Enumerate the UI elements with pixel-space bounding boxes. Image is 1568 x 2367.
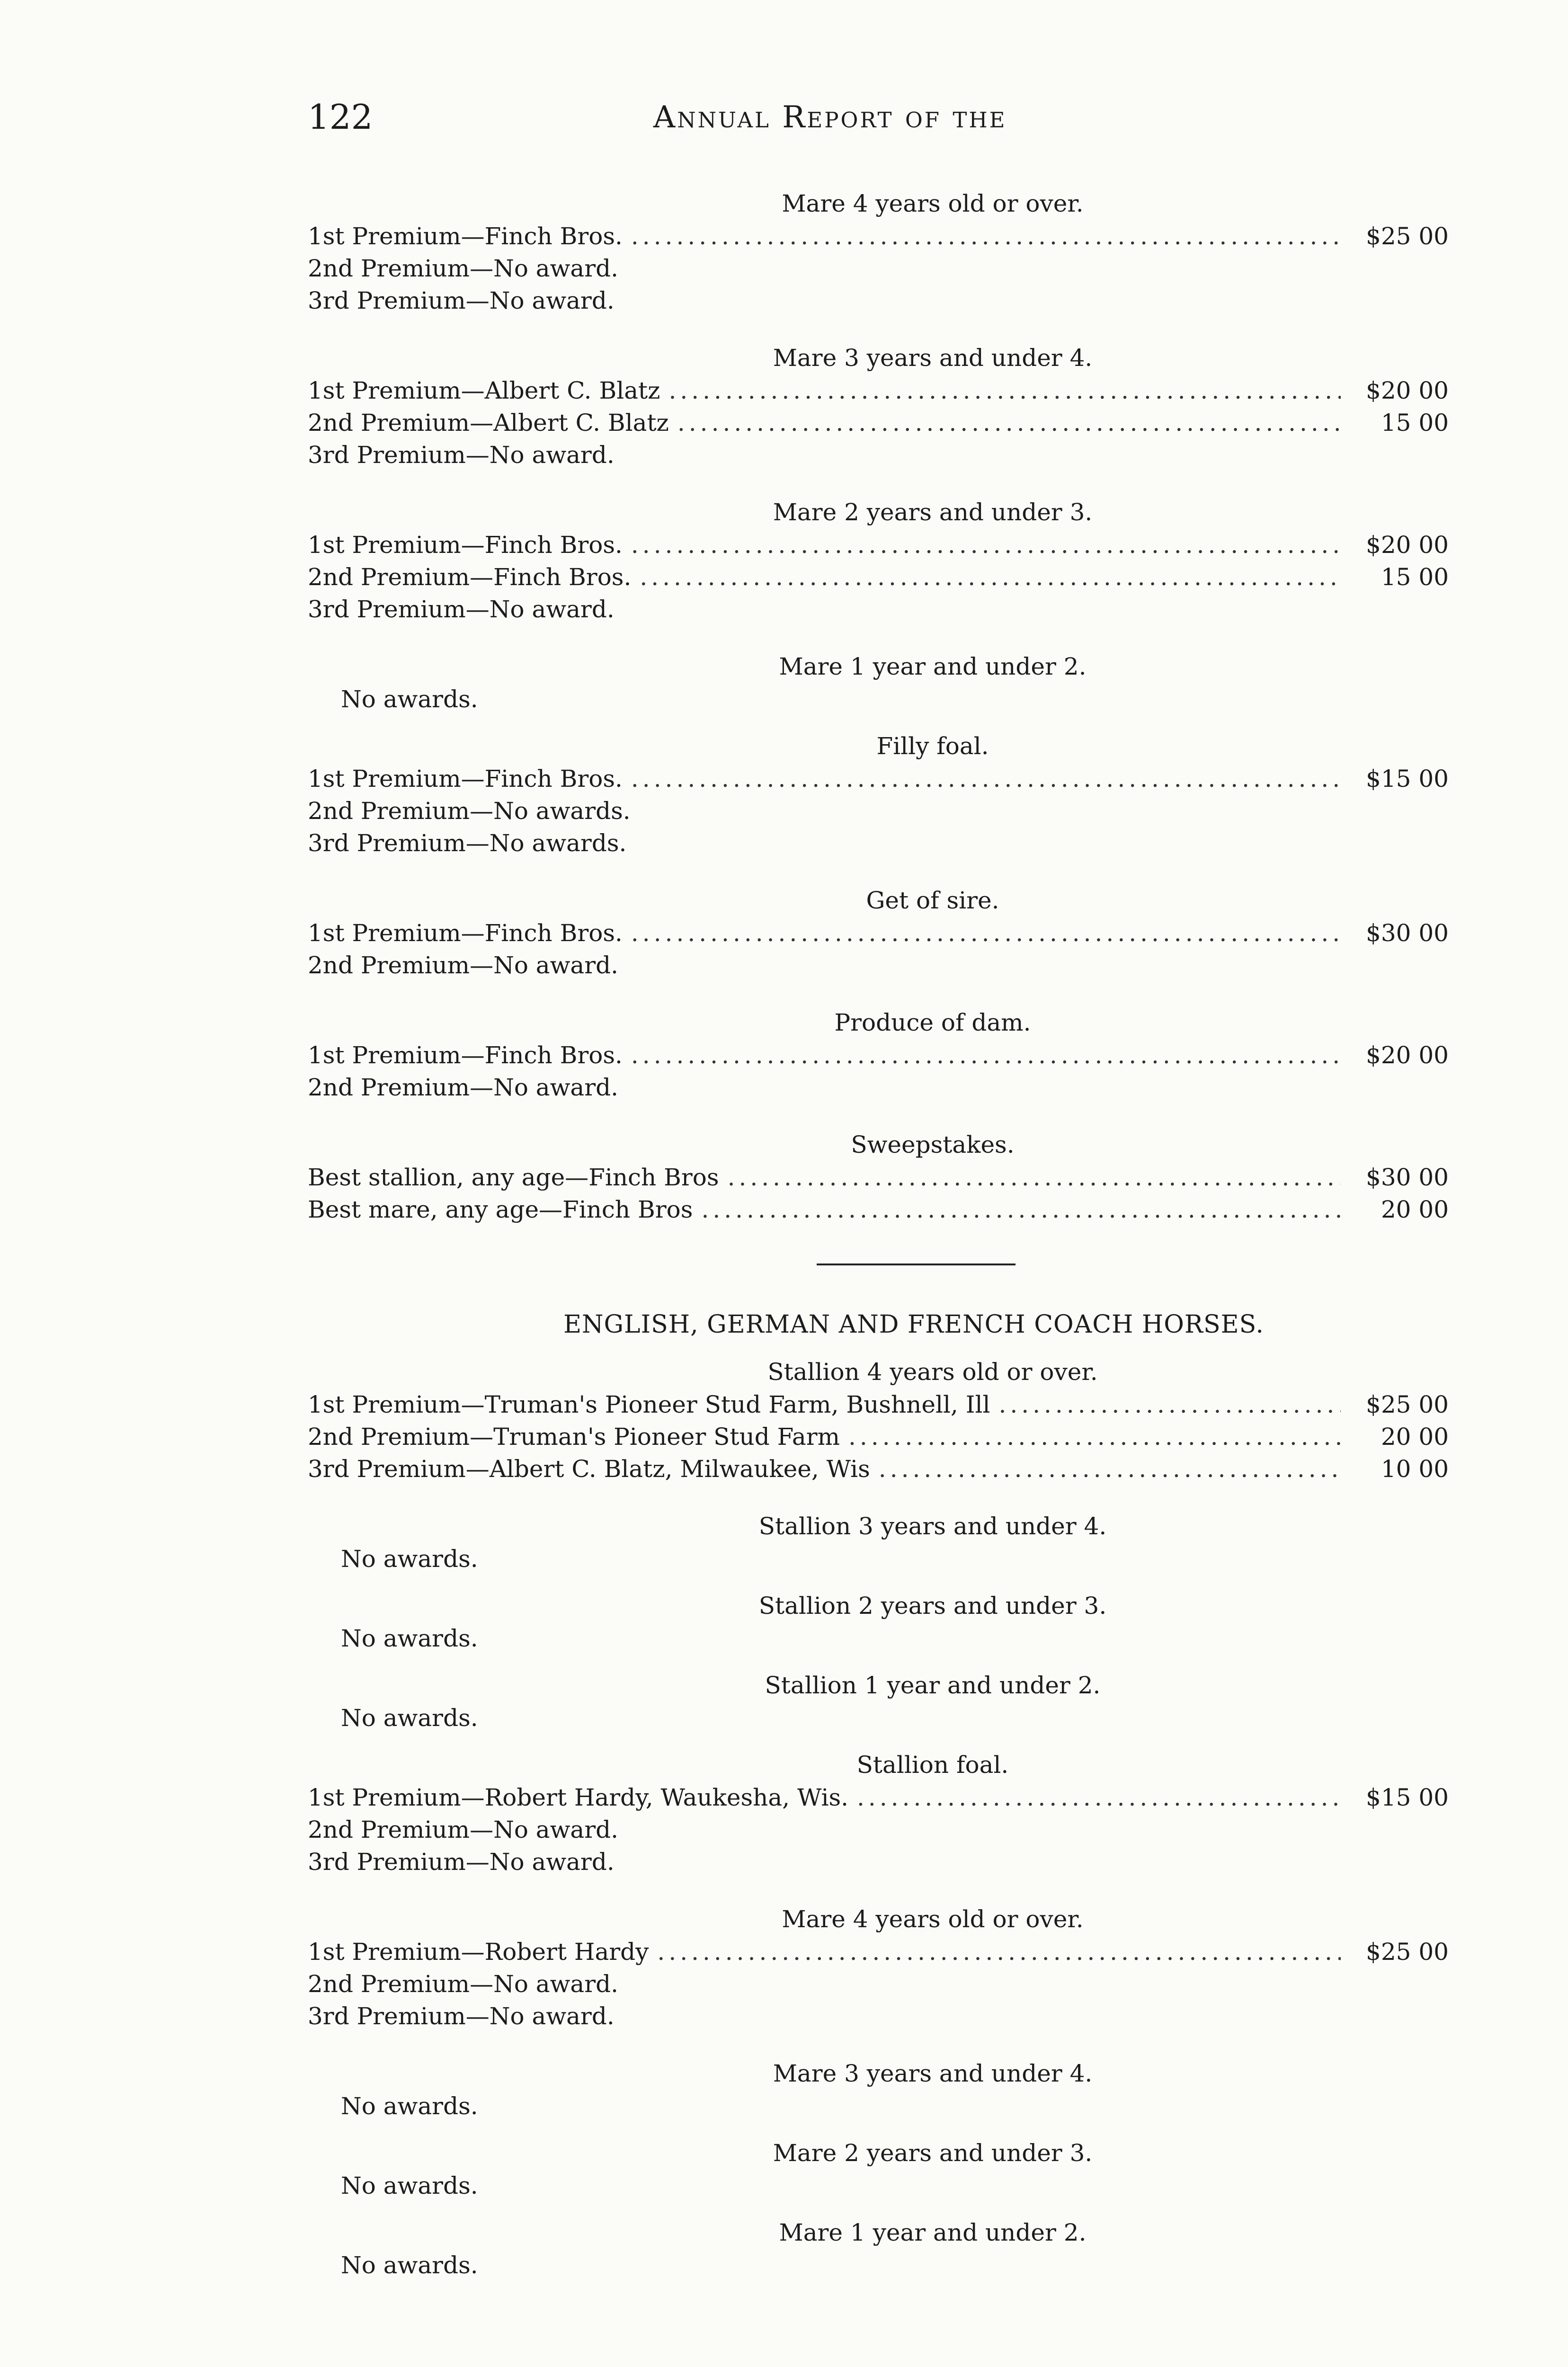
spacer (308, 1575, 1449, 1589)
premium-text: 1st Premium—Finch Bros. (308, 765, 623, 792)
premium-text: 3rd Premium—Albert C. Blatz, Milwaukee, Wis (308, 1455, 870, 1483)
premium-text: 3rd Premium—No award. (308, 441, 615, 469)
spacer (308, 1103, 1449, 1128)
section-title: ENGLISH, GERMAN AND FRENCH COACH HORSES. (563, 1310, 1264, 1339)
section-heading: Stallion 3 years and under 4. (758, 1513, 1107, 1540)
premium-amount: 20 00 (1381, 1423, 1449, 1450)
spacer (308, 1226, 1449, 1250)
section-heading: Mare 1 year and under 2. (779, 2219, 1087, 2246)
spacer (308, 1485, 1449, 1510)
spacer (308, 1878, 1449, 1903)
premium-text: 1st Premium—Finch Bros. (308, 919, 623, 947)
dot-leader (631, 220, 1341, 252)
page-header (308, 97, 1136, 149)
dot-leader (677, 407, 1341, 439)
no-awards-note: No awards. (341, 2172, 478, 2199)
premium-row (308, 220, 1449, 252)
section-heading: Stallion 4 years old or over. (767, 1358, 1098, 1386)
premium-row (308, 1814, 1449, 1846)
spacer (308, 1341, 1449, 1355)
premium-row (308, 285, 1449, 317)
section-heading: Produce of dam. (834, 1009, 1031, 1036)
award-section (308, 1128, 1449, 1250)
award-section (308, 1006, 1449, 1128)
section-heading: Stallion foal. (856, 1751, 1009, 1779)
award-section (308, 730, 1449, 884)
premium-row (308, 1846, 1449, 1878)
premium-row (308, 593, 1449, 625)
award-section (308, 1748, 1449, 1903)
dot-leader (631, 917, 1341, 949)
award-section (308, 187, 1449, 341)
dot-leader (631, 763, 1341, 795)
spacer (308, 981, 1449, 1006)
section-heading: Mare 4 years old or over. (782, 1905, 1084, 1933)
premium-amount: $30 00 (1366, 919, 1449, 947)
section-heading: Stallion 2 years and under 3. (758, 1592, 1107, 1620)
spacer (308, 2122, 1449, 2136)
page-number: 122 (308, 97, 373, 137)
dot-leader (631, 1039, 1341, 1071)
dot-leader (668, 374, 1341, 407)
premium-row (308, 407, 1449, 439)
dot-leader (640, 561, 1341, 593)
premium-text: Best stallion, any age—Finch Bros (308, 1164, 719, 1191)
section-heading: Get of sire. (866, 887, 999, 914)
premium-amount: $25 00 (1366, 1391, 1449, 1418)
premium-text: 2nd Premium—Albert C. Blatz (308, 409, 669, 436)
premium-row (308, 1161, 1449, 1193)
no-awards-note: No awards. (341, 2251, 478, 2279)
dot-leader (728, 1161, 1341, 1193)
no-awards-note: No awards. (341, 1545, 478, 1573)
section-heading: Stallion 1 year and under 2. (765, 1672, 1101, 1699)
premium-row (308, 1071, 1449, 1103)
spacer (308, 859, 1449, 884)
section-heading: Mare 3 years and under 4. (773, 2060, 1093, 2087)
section-divider (817, 1264, 1016, 1265)
section-heading: Mare 2 years and under 3. (773, 498, 1093, 526)
section-heading: Mare 2 years and under 3. (773, 2139, 1093, 2167)
premium-amount: 15 00 (1381, 409, 1449, 436)
spacer (308, 2032, 1449, 2057)
premium-text: 1st Premium—Truman's Pioneer Stud Farm, Bushnell, Ill (308, 1391, 990, 1418)
premium-text: 1st Premium—Finch Bros. (308, 531, 623, 559)
premium-text: 3rd Premium—No award. (308, 1848, 615, 1876)
award-section (308, 1589, 1449, 1669)
award-section (308, 1355, 1449, 1510)
premium-amount: $20 00 (1366, 377, 1449, 404)
award-section (308, 1669, 1449, 1748)
premium-row (308, 2000, 1449, 2032)
award-section (308, 2136, 1449, 2216)
dot-leader (657, 1936, 1341, 1968)
premium-row (308, 1388, 1449, 1421)
dot-leader (857, 1781, 1341, 1814)
premium-amount: 10 00 (1381, 1455, 1449, 1483)
premium-row (308, 949, 1449, 981)
premium-text: 2nd Premium—No award. (308, 1970, 619, 1998)
premium-row (308, 1453, 1449, 1485)
award-section (308, 1510, 1449, 1589)
spacer (308, 2202, 1449, 2216)
premium-text: 2nd Premium—No award. (308, 1816, 619, 1843)
section-heading: Mare 3 years and under 4. (773, 344, 1093, 372)
premium-row (308, 561, 1449, 593)
spacer (308, 1734, 1449, 1748)
premium-text: 3rd Premium—No award. (308, 287, 615, 314)
premium-amount: $15 00 (1366, 1784, 1449, 1811)
premium-row (308, 529, 1449, 561)
spacer (308, 2281, 1449, 2296)
premium-amount: $15 00 (1366, 765, 1449, 792)
premium-amount: $25 00 (1366, 1938, 1449, 1966)
no-awards-note: No awards. (341, 2092, 478, 2120)
premium-amount: $20 00 (1366, 531, 1449, 559)
dot-leader (701, 1193, 1341, 1226)
dot-leader (848, 1421, 1341, 1453)
premium-amount: $30 00 (1366, 1164, 1449, 1191)
running-head: Annual Report of the (653, 100, 1007, 135)
premium-row (308, 1968, 1449, 2000)
premium-text: 3rd Premium—No awards. (308, 829, 627, 857)
premium-text: 1st Premium—Robert Hardy, Waukesha, Wis. (308, 1784, 849, 1811)
premium-text: 1st Premium—Robert Hardy (308, 1938, 649, 1966)
section-heading: Mare 1 year and under 2. (779, 653, 1087, 680)
spacer (308, 317, 1449, 341)
spacer (308, 715, 1449, 730)
premium-text: 3rd Premium—No award. (308, 2002, 615, 2030)
premium-text: 2nd Premium—No awards. (308, 797, 631, 825)
premium-row (308, 1421, 1449, 1453)
premium-row (308, 763, 1449, 795)
dot-leader (998, 1388, 1341, 1421)
award-section (308, 1903, 1449, 2057)
dot-leader (879, 1453, 1341, 1485)
premium-text: 3rd Premium—No award. (308, 596, 615, 623)
section-heading: Sweepstakes. (851, 1131, 1015, 1158)
document-body (308, 187, 1449, 2296)
premium-row (308, 917, 1449, 949)
premium-row (308, 252, 1449, 285)
premium-row (308, 439, 1449, 471)
premium-amount: $20 00 (1366, 1041, 1449, 1069)
award-section (308, 341, 1449, 496)
award-section (308, 884, 1449, 1006)
premium-amount: $25 00 (1366, 222, 1449, 250)
award-section (308, 650, 1449, 730)
premium-text: Best mare, any age—Finch Bros (308, 1196, 693, 1223)
no-awards-note: No awards. (341, 1704, 478, 1732)
section-heading: Mare 4 years old or over. (782, 190, 1084, 217)
premium-row (308, 795, 1449, 827)
premium-text: 2nd Premium—No award. (308, 952, 619, 979)
premium-amount: 20 00 (1381, 1196, 1449, 1223)
premium-text: 2nd Premium—No award. (308, 255, 619, 282)
premium-row (308, 374, 1449, 407)
premium-row (308, 1936, 1449, 1968)
premium-text: 2nd Premium—Truman's Pioneer Stud Farm (308, 1423, 840, 1450)
premium-text: 2nd Premium—Finch Bros. (308, 563, 632, 591)
award-section (308, 496, 1449, 650)
premium-row (308, 1781, 1449, 1814)
premium-row (308, 1193, 1449, 1226)
award-section (308, 2057, 1449, 2136)
award-section (308, 2216, 1449, 2296)
no-awards-note: No awards. (341, 685, 478, 713)
premium-text: 1st Premium—Finch Bros. (308, 1041, 623, 1069)
section-heading: Filly foal. (876, 732, 989, 760)
dot-leader (631, 529, 1341, 561)
premium-text: 1st Premium—Finch Bros. (308, 222, 623, 250)
premium-row (308, 1039, 1449, 1071)
no-awards-note: No awards. (341, 1625, 478, 1652)
premium-text: 1st Premium—Albert C. Blatz (308, 377, 660, 404)
spacer (308, 471, 1449, 496)
spacer (308, 625, 1449, 650)
spacer (308, 1655, 1449, 1669)
premium-text: 2nd Premium—No award. (308, 1074, 619, 1101)
premium-row (308, 827, 1449, 859)
premium-amount: 15 00 (1381, 563, 1449, 591)
